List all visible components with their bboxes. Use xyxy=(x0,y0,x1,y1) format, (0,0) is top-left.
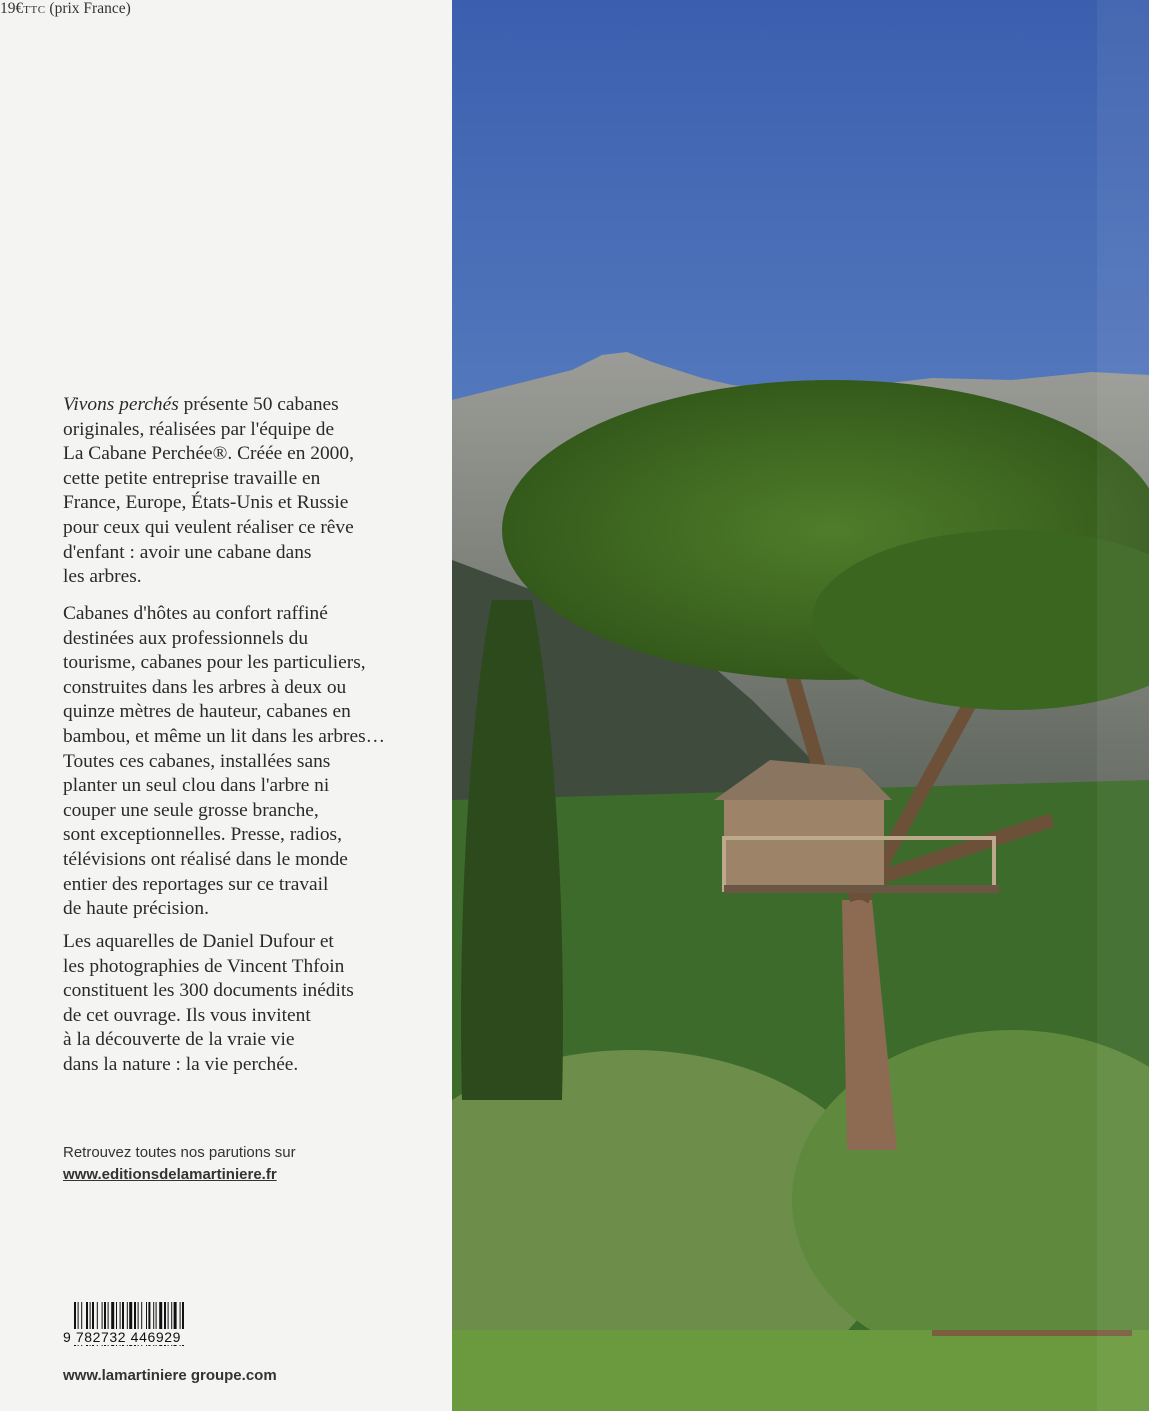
text-line: de cet ouvrage. Ils vous invitent xyxy=(63,1004,311,1026)
text-line: les arbres. xyxy=(63,566,142,588)
text-line: destinées aux professionnels du xyxy=(63,627,309,649)
description-paragraph-2 xyxy=(63,602,443,922)
barcode-digits xyxy=(63,1329,225,1349)
text-line: télévisions ont réalisé dans le monde xyxy=(63,848,348,870)
text-line: construites dans les arbres à deux ou xyxy=(63,676,347,698)
publisher-website-link[interactable]: www.editionsdelamartiniere.fr xyxy=(63,1166,277,1183)
price-note: (prix France) xyxy=(45,0,131,17)
publisher-note: Retrouvez toutes nos parutions sur xyxy=(63,1144,296,1161)
cover-photo-treehouse xyxy=(452,0,1149,1411)
text-line: tourisme, cabanes pour les particuliers, xyxy=(63,652,366,674)
text-line: pour ceux qui veulent réaliser ce rêve xyxy=(63,516,354,538)
text-line: Cabanes d'hôtes au confort raffiné xyxy=(63,603,328,624)
spine-highlight xyxy=(1097,0,1149,1411)
text-line: originales, réalisées par l'équipe de xyxy=(63,418,335,440)
text-line: constituent les 300 documents inédits xyxy=(63,980,354,1002)
text-line: quinze mètres de hauteur, cabanes en xyxy=(63,701,351,723)
text-line: Toutes ces cabanes, installées sans xyxy=(63,750,331,772)
price-label xyxy=(0,0,452,18)
text-line: les photographies de Vincent Thfoin xyxy=(63,955,345,977)
description-paragraph-1 xyxy=(63,393,443,590)
price-ttc: TTC xyxy=(23,4,46,16)
text-line: d'enfant : avoir une cabane dans xyxy=(63,541,312,563)
photo-illustration xyxy=(452,0,1149,1411)
barcode-number: 9 782732 446929 xyxy=(63,1329,225,1345)
text-line: entier des reportages sur ce travail xyxy=(63,873,329,895)
text-line: La Cabane Perchée®. Créée en 2000, xyxy=(63,443,354,465)
price-value: 19€ xyxy=(0,0,24,17)
grass xyxy=(452,1330,1149,1411)
text-line: dans la nature : la vie perchée. xyxy=(63,1053,299,1075)
group-website-link[interactable]: www.lamartiniere groupe.com xyxy=(63,1367,277,1384)
text-line: bambou, et même un lit dans les arbres… xyxy=(63,725,386,747)
text-line: couper une seule grosse branche, xyxy=(63,799,319,821)
text-fragment: présente 50 cabanes xyxy=(178,394,339,415)
back-cover-text-panel xyxy=(0,0,452,1411)
text-line xyxy=(63,393,443,418)
description-paragraph-3 xyxy=(63,930,443,1078)
text-line: France, Europe, États-Unis et Russie xyxy=(63,492,349,514)
text-line: Les aquarelles de Daniel Dufour et xyxy=(63,931,334,952)
text-line: cette petite entreprise travaille en xyxy=(63,467,321,489)
book-title-italic: Vivons perchés xyxy=(63,394,179,415)
text-line: sont exceptionnelles. Presse, radios, xyxy=(63,824,342,846)
text-line: de haute précision. xyxy=(63,898,209,920)
text-line: planter un seul clou dans l'arbre ni xyxy=(63,775,330,797)
text-line: à la découverte de la vraie vie xyxy=(63,1029,295,1051)
